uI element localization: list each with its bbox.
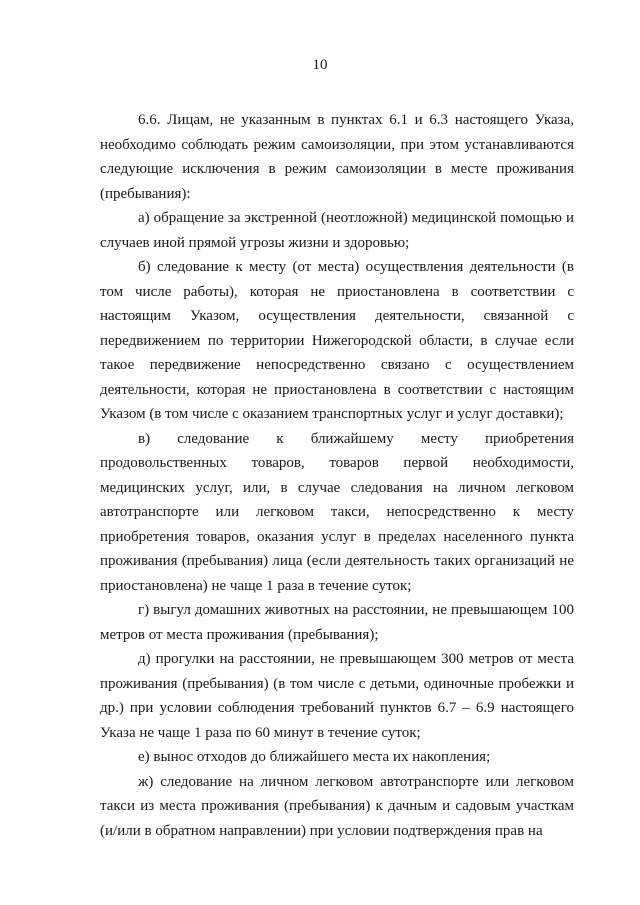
paragraph-6-6: 6.6. Лицам, не указанным в пунктах 6.1 и 6.3 настоящего Указа, необходимо соблюдать режим самоизоляции, при этом устанавливаются следующие исключения в режим самоизоляции в месте проживания (пребывания):	[100, 112, 574, 202]
paragraph-item-b: б) следование к месту (от места) осуществления деятельности (в том числе работы), которая не приостановлена в соответствии с настоящим Указом, осуществления деятельности, связанной с передвижением по территории Нижегородской области, в случае если такое передвижение непосредственно связано с осуществлением деятельности, которая не приостановлена в соответствии с настоящим Указом (в том числе с оказанием транспортных услуг и услуг доставки);	[100, 259, 574, 422]
paragraph-item-g: г) выгул домашних животных на расстоянии, не превышающем 100 метров от места проживания (пребывания);	[100, 602, 574, 643]
page-number: 10	[312, 57, 328, 73]
paragraph-item-d: д) прогулки на расстоянии, не превышающем 300 метров от места проживания (пребывания) (в том числе с детьми, одиночные пробежки и др.) при условии соблюдения требований пунктов 6.7 – 6.9 настоящего Указа не чаще 1 раза по 60 минут в течение суток;	[100, 651, 574, 741]
document-body	[100, 108, 574, 843]
paragraph-item-zh: ж) следование на личном легковом автотранспорте или легковом такси из места проживания (пребывания) к дачным и садовым участкам (и/или в обратном направлении) при условии подтверждения прав на	[100, 773, 574, 839]
paragraph-item-a: а) обращение за экстренной (неотложной) медицинской помощью и случаев иной прямой угрозы жизни и здоровью;	[100, 210, 574, 251]
paragraph-item-v: в) следование к ближайшему месту приобретения продовольственных товаров, товаров первой необходимости, медицинских услуг, или, в случае следования на личном легковом автотранспорте или легковом такси, непосредственно к месту приобретения товаров, оказания услуг в пределах населенного пункта проживания (пребывания) лица (если деятельность таких организаций не приостановлена) не чаще 1 раза в течение суток;	[100, 430, 574, 594]
paragraph-item-e: е) вынос отходов до ближайшего места их накопления;	[138, 749, 491, 765]
